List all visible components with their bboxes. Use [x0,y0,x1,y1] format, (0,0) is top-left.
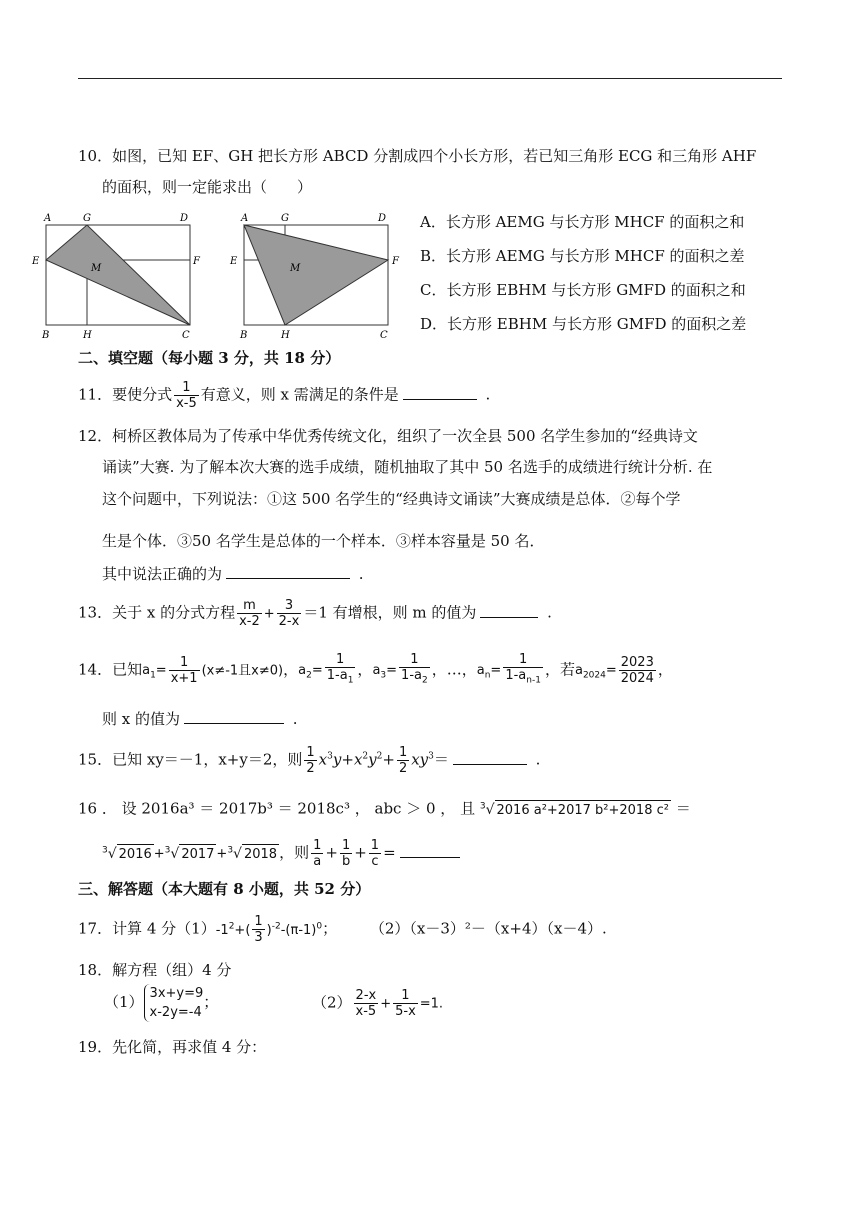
q18-part1: （1） 3x+y=9 x-2y=-4 ； [104,986,219,1020]
q18-part2: （2） $\frac{2-x}{x-5}$ + $\frac{1}{5-x}$ =1. [312,988,444,1019]
q12-line4: 生是个体．③50 名学生是总体的一个样本．③样本容量是 50 名． [102,532,545,550]
q17: 17．计算 4 分$(1)-1^2+$( $\frac{1}{3}$ )$^{-2}-(\pi-1)^0$； （2）（x－3）²－（x+4）（x－4）. [78,914,607,945]
label-H: H [83,330,92,341]
label-C: C [182,330,190,341]
q10-line1: 10．如图，已知 EF、GH 把长方形 ABCD 分割成四个小长方形，若已知三角形 ECG 和三角形 AHF [78,147,757,165]
section-3-title: 三、解答题（本大题有 8 小题，共 52 分） [78,880,371,898]
q16-line1: 16 ． 设 2016a³ ＝ 2017b³ ＝ 2018c³ ， abc ＞ 0 ， 且 $^3$√ 2016 a²+2017 b²+2018 c² ＝ [78,796,691,821]
label-B: B [42,330,50,341]
q12-line3: 这个问题中，下列说法：①这 500 名学生的“经典诗文诵读”大赛成绩是总体．②每个学 [102,490,681,508]
label-E: E [230,256,238,267]
q19-title: 19．先化简，再求值 4 分： [78,1038,267,1056]
header-rule [78,78,782,79]
label-D: D [378,213,387,224]
q10-option-d: D．长方形 EBHM 与长方形 GMFD 的面积之差 [420,315,747,333]
label-G: G [281,213,289,224]
q12-line2: 诵读”大赛. 为了解本次大赛的选手成绩，随机抽取了其中 50 名选手的成绩进行统计分析. 在 [102,458,713,476]
q10-figure-right [226,208,416,344]
q10-line2: 的面积，则一定能求出（ ） [102,178,313,196]
label-A: A [241,213,249,224]
label-F: F [193,256,200,267]
label-F: F [392,256,399,267]
q14-line1: 14．已知$a_1=$ $\frac{1}{x+1}$ (x≠-1且x≠0)，$a_2=$ $\frac{1}{1-a_1}$ ，$a_3=$ $\frac{1}{1-a_2}$ ，…，$a_n=$ $\frac{1}{1-a_{n-1}}$ ，若$a_{2024}=$ $\frac{2023}{2024}$ ， [78,652,673,686]
q18-title: 18．解方程（组）4 分 [78,961,232,979]
q10-figure-left [30,208,210,344]
equation-system: 3x+y=9 x-2y=-4 [144,984,204,1022]
answer-blank [184,709,284,724]
q12-line1: 12．柯桥区教体局为了传承中华优秀传统文化，组织了一次全县 500 名学生参加的“经典诗文 [78,427,698,445]
q13: 13．关于 x 的分式方程 $\frac{m}{x-2}$ + $\frac{3}{2-x}$ ＝1 有增根，则 m 的值为 . [78,598,552,629]
q12-line5: 其中说法正确的为 . [102,565,364,583]
label-A: A [44,213,52,224]
q10-option-b: B．长方形 AEMG 与长方形 MHCF 的面积之差 [420,247,745,265]
q15: 15．已知 xy＝－1，x+y＝2，则 $\frac{1}{2}$ $x^3y+x^2y^2+$ $\frac{1}{2}$ $xy^3=$ . [78,745,541,776]
q11: 11．要使分式 $\frac{1}{x-5}$ 有意义，则 x 需满足的条件是 . [78,380,491,411]
answer-blank [403,385,477,400]
section-2-title: 二、填空题（每小题 3 分，共 18 分） [78,349,341,367]
label-E: E [32,256,40,267]
label-B: B [240,330,248,341]
label-C: C [380,330,388,341]
q16-line2: $^3$√ 2016 +$^3$√ 2017 +$^3$√ 2018 ，则 $\frac{1}{a}$ + $\frac{1}{b}$ + $\frac{1}{c}$ = [102,838,464,869]
label-D: D [180,213,189,224]
q10-option-a: A．长方形 AEMG 与长方形 MHCF 的面积之和 [420,213,745,231]
label-H: H [281,330,290,341]
q11-fraction: $\frac{1}{x-5}$ [176,380,197,411]
answer-blank [480,603,538,618]
label-M: M [91,263,102,274]
label-M: M [290,263,301,274]
label-G: G [83,213,91,224]
answer-blank [453,750,527,765]
q14-line2: 则 x 的值为 . [102,710,298,728]
answer-blank [226,564,350,579]
q10-option-c: C．长方形 EBHM 与长方形 GMFD 的面积之和 [420,281,746,299]
answer-blank [400,843,460,858]
